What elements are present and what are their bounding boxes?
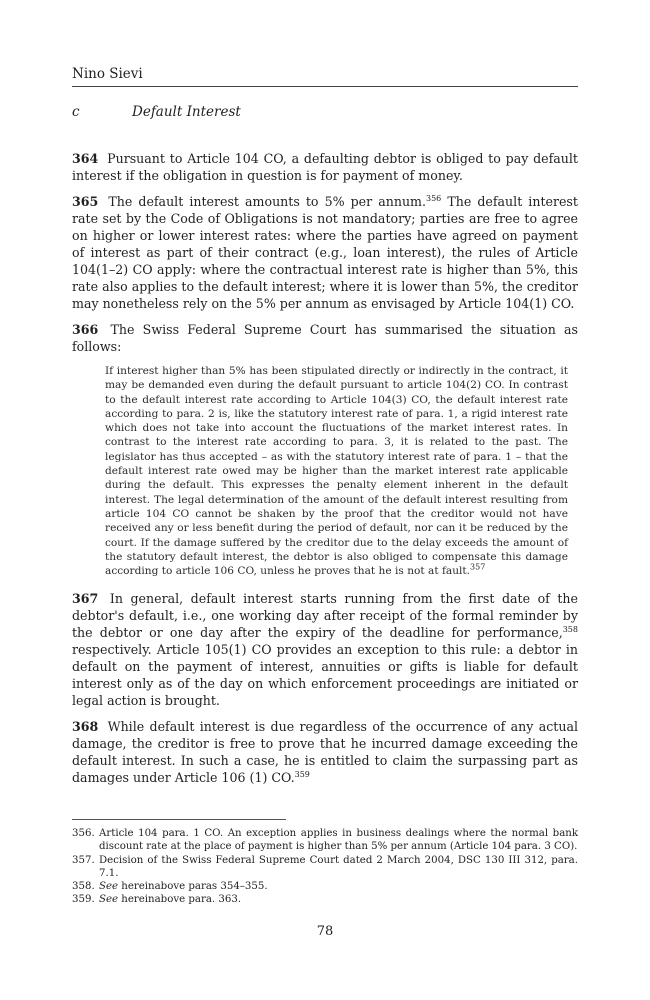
paragraph-366 — [72, 321, 578, 355]
footnote-357 — [72, 854, 578, 881]
footnote-ref-356[interactable]: 356 — [426, 193, 442, 203]
footnote-text — [99, 893, 578, 906]
paragraph-text: The Swiss Federal Supreme Court has summarised the situation as follows: — [72, 322, 578, 354]
paragraph-365 — [72, 193, 578, 312]
paragraph-368 — [72, 718, 578, 786]
paragraph-number: 366 — [72, 322, 99, 337]
footnote-ref-358[interactable]: 358 — [562, 625, 578, 635]
paragraph-364 — [72, 150, 578, 184]
footnote-number: 359. — [72, 894, 95, 906]
paragraph-number: 368 — [72, 719, 99, 735]
footnote-divider — [72, 819, 286, 820]
paragraph-number: 364 — [72, 151, 99, 166]
footnote-see: See — [99, 881, 119, 893]
footnote-body: hereinabove paras 354–355. — [121, 881, 268, 893]
footnote-ref-359[interactable]: 359 — [294, 770, 310, 780]
paragraph-text: The default interest rate set by the Code of Obligations is not mandatory; parties are free to agree on higher or lower interest rates: where the parties have agreed on payment of interest as part of their contract (e.g., loan interest), the rules of Article 104(1–2) CO apply: where the contractual interest rate is higher than 5%, this rate also applies to the default interest; where it is lower than 5%, the creditor may nonetheless rely on the 5% per annum as envisaged by Article 104(1) CO. — [72, 194, 578, 311]
paragraph-number: 367 — [72, 591, 99, 607]
footnote-see: See — [99, 894, 119, 906]
paragraph-367 — [72, 590, 578, 709]
footnote-number: 358. — [72, 881, 95, 893]
footnotes — [72, 827, 578, 907]
quote-text: If interest higher than 5% has been stipulated directly or indirectly in the contract, it may be demanded even during the default pursuant to article 104(2) CO. In contrast to the default interest rate according to Article 104(3) CO, the default interest rate according to para. 2 is, like the statutory interest rate of para. 1, a rigid interest rate which does not take into account the fluctuations of the market interest rates. In contrast to the interest rate according to para. 3, it is related to the past. The legislator has thus accepted – as with the statutory interest rate of para. 1 – that the default interest rate owed may be higher than the market interest rate applicable during the default. This expresses the penalty element inherent in the default interest. The legal determination of the amount of the default interest resulting from article 104 CO cannot be shaken by the proof that the creditor would not have received any or less benefit during the period of default, nor can it be reduced by the court. If the damage suffered by the creditor due to the delay exceeds the amount of the statutory default interest, the debtor is also obliged to compensate this damage according to article 106 CO, unless he proves that he is not at fault. — [105, 365, 568, 578]
section-letter: c — [72, 104, 80, 120]
paragraph-text: The default interest amounts to 5% per annum. — [108, 194, 426, 209]
footnote-text — [99, 880, 578, 893]
paragraph-text: In general, default interest starts running from the first date of the debtor's default, i.e., one working day after receipt of the formal reminder by the debtor or one day after the expiry of the deadline for performance, — [72, 591, 578, 641]
main-text — [72, 150, 578, 795]
paragraph-text: respectively. Article 105(1) CO provides an exception to this rule: a debtor in default on the payment of interest, annuities or gifts is liable for default interest only as of the day on which enforcement proceedings are initiated or legal action is brought. — [72, 642, 578, 709]
section-title: Default Interest — [132, 104, 241, 120]
footnote-body: hereinabove para. 363. — [121, 894, 242, 906]
block-quote — [105, 364, 568, 578]
page-number: 78 — [316, 924, 334, 939]
footnote-text: Article 104 para. 1 CO. An exception applies in business dealings where the normal bank discount rate at the place of payment is higher than 5% per annum (Article 104 para. 3 CO). — [99, 828, 578, 853]
footnote-number: 356. — [72, 828, 95, 839]
footnote-359 — [72, 893, 578, 906]
footnote-number: 357. — [72, 854, 95, 866]
paragraph-text: While default interest is due regardless of the occurrence of any actual damage, the creditor is free to prove that he incurred damage exceeding the default interest. In such a case, he is entitled to claim the surpassing part as damages under Article 106 (1) CO. — [72, 719, 578, 786]
footnote-358 — [72, 880, 578, 893]
footnote-ref-357[interactable]: 357 — [470, 562, 486, 572]
paragraph-text: Pursuant to Article 104 CO, a defaulting debtor is obliged to pay default interest if the obligation in question is for payment of money. — [72, 151, 578, 183]
section-heading — [72, 104, 578, 120]
footnote-text: Decision of the Swiss Federal Supreme Court dated 2 March 2004, DSC 130 III 312, para. 7.1. — [99, 854, 578, 879]
page — [72, 0, 578, 1000]
paragraph-number: 365 — [72, 194, 99, 209]
running-head-author: Nino Sievi — [72, 66, 578, 87]
footnote-356 — [72, 827, 578, 854]
